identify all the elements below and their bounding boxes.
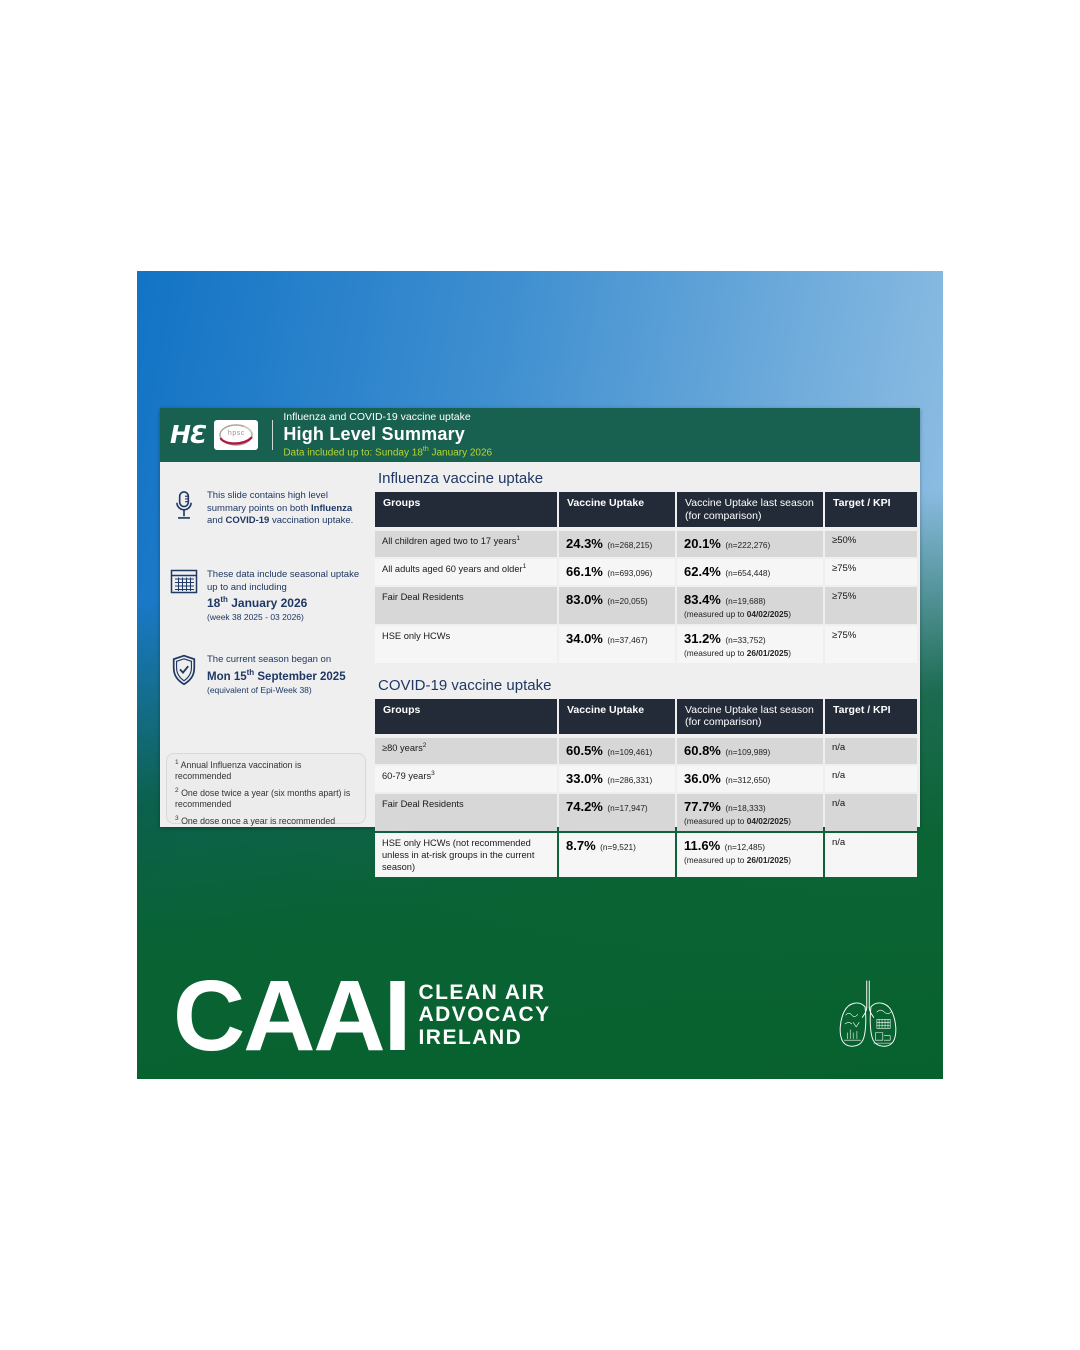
- col-last-season: Vaccine Uptake last season (for comparison): [677, 492, 823, 527]
- covid-table-header: [375, 699, 915, 734]
- slide-title: High Level Summary: [283, 423, 465, 444]
- note3-date: Mon 15: [207, 670, 247, 683]
- slide-header: [160, 408, 920, 462]
- note-summary-text: [207, 490, 364, 528]
- table-row: All adults aged 60 years and older$^1$ 66.1% (n=693,096) 62.4% (n=654,448) ≥75%: [375, 559, 915, 585]
- covid-table: [375, 699, 915, 877]
- data-note-sup: th: [422, 446, 429, 454]
- data-included-note: [283, 446, 492, 459]
- caai-brand-lines: [418, 982, 550, 1049]
- table-row: Fair Deal Residents 74.2% (n=17,947) 77.7% (n=18,333) (measured up to 04/02/2025) n/a: [375, 794, 915, 831]
- hpsc-logo-text: hpsc: [227, 430, 245, 437]
- note1-b2: COVID-19: [225, 515, 270, 527]
- footnote-2-text: One dose twice a year (six months apart) is recommended: [175, 787, 351, 809]
- note3-sub: (equivalent of Epi-Week 38): [207, 684, 312, 695]
- col-vaccine-uptake: Vaccine Uptake: [559, 492, 675, 527]
- footnote-3-sup: 3: [175, 814, 179, 822]
- gradient-background-card: [137, 271, 943, 1079]
- table-row: 60-79 years$^3$ 33.0% (n=286,331) 36.0% (n=312,650) n/a: [375, 766, 915, 792]
- caai-wordmark: CAAI: [173, 960, 410, 1072]
- col-groups: Groups: [375, 492, 557, 527]
- hse-summary-slide: [160, 408, 920, 872]
- brand-line-2: ADVOCACY: [418, 1003, 551, 1027]
- col-target-kpi: Target / KPI: [825, 699, 917, 734]
- col-last-season: Vaccine Uptake last season (for comparison): [677, 699, 823, 734]
- note1-p2: and: [207, 515, 226, 527]
- note2-p1: These data include seasonal uptake up to and including: [207, 569, 360, 593]
- table-row: All children aged two to 17 years$^1$ 24.3% (n=268,215) 20.1% (n=222,276) ≥50%: [375, 531, 915, 557]
- note-season-start: [168, 654, 364, 696]
- table-row: Fair Deal Residents 83.0% (n=20,055) 83.4% (n=19,688) (measured up to 04/02/2025) ≥75%: [375, 587, 915, 624]
- microphone-icon: [168, 490, 200, 528]
- note2-date: 18: [207, 596, 221, 611]
- data-note-text-2: January 2026: [428, 447, 493, 459]
- calendar-icon: [168, 569, 200, 623]
- data-note-text: Data included up to: Sunday 18: [283, 447, 423, 459]
- hse-logo: HƐ: [170, 419, 207, 449]
- footnote-2: [175, 787, 357, 810]
- table-row: HSE only HCWs 34.0% (n=37,467) 31.2% (n=33,752) (measured up to 26/01/2025) ≥75%: [375, 626, 915, 663]
- lungs-icon: [831, 973, 905, 1057]
- note-season-start-text: [207, 654, 346, 696]
- col-vaccine-uptake: Vaccine Uptake: [559, 699, 675, 734]
- footnote-1-sup: 1: [175, 759, 179, 766]
- footnote-1: [175, 759, 357, 782]
- note-data-window: [168, 569, 364, 623]
- footnote-1-text: Annual Influenza vaccination is recommended: [175, 759, 302, 781]
- influenza-table-header: [375, 492, 915, 527]
- note2-date-sup: th: [220, 595, 228, 605]
- influenza-table: [375, 492, 915, 663]
- note2-date-rest: January 2026: [227, 596, 308, 611]
- header-divider: [272, 420, 273, 450]
- col-groups: Groups: [375, 699, 557, 734]
- note1-p3: vaccination uptake.: [269, 515, 354, 527]
- note-summary: [168, 490, 364, 528]
- note3-date-sup: th: [246, 667, 255, 677]
- note3-p1: The current season began on: [207, 654, 332, 665]
- footnote-2-sup: 2: [175, 786, 179, 794]
- note-data-window-text: [207, 569, 364, 623]
- hpsc-logo: [214, 420, 258, 450]
- note1-b1: Influenza: [311, 502, 353, 514]
- shield-check-icon: [168, 654, 200, 696]
- footnotes-box: [166, 753, 366, 824]
- slide-supertitle: Influenza and COVID-19 vaccine uptake: [283, 410, 471, 423]
- covid-section-title: COVID-19 vaccine uptake: [378, 676, 552, 694]
- col-target-kpi: Target / KPI: [825, 492, 917, 527]
- slide-main: [370, 462, 920, 872]
- brand-line-3: IRELAND: [418, 1025, 523, 1049]
- note3-date-rest: September 2025: [254, 670, 346, 683]
- caai-brand: [173, 960, 551, 1072]
- table-row: ≥80 years$^2$ 60.5% (n=109,461) 60.8% (n=109,989) n/a: [375, 738, 915, 764]
- brand-line-1: CLEAN AIR: [418, 981, 546, 1004]
- slide-sidebar: [160, 462, 370, 827]
- influenza-section-title: Influenza vaccine uptake: [378, 470, 544, 487]
- footnote-3-text: One dose once a year is recommended: [178, 815, 336, 826]
- table-row: HSE only HCWs (not recommended unless in at-risk groups in the current season) 8.7% (n=9,521) 11.6% (n=12,485) (measured up to 26/01/2025) n/a: [375, 833, 915, 877]
- footnote-3: [175, 815, 357, 827]
- note1-p1: This slide contains high level summary points on both: [207, 490, 328, 514]
- note2-sub: (week 38 2025 - 03 2026): [207, 611, 304, 622]
